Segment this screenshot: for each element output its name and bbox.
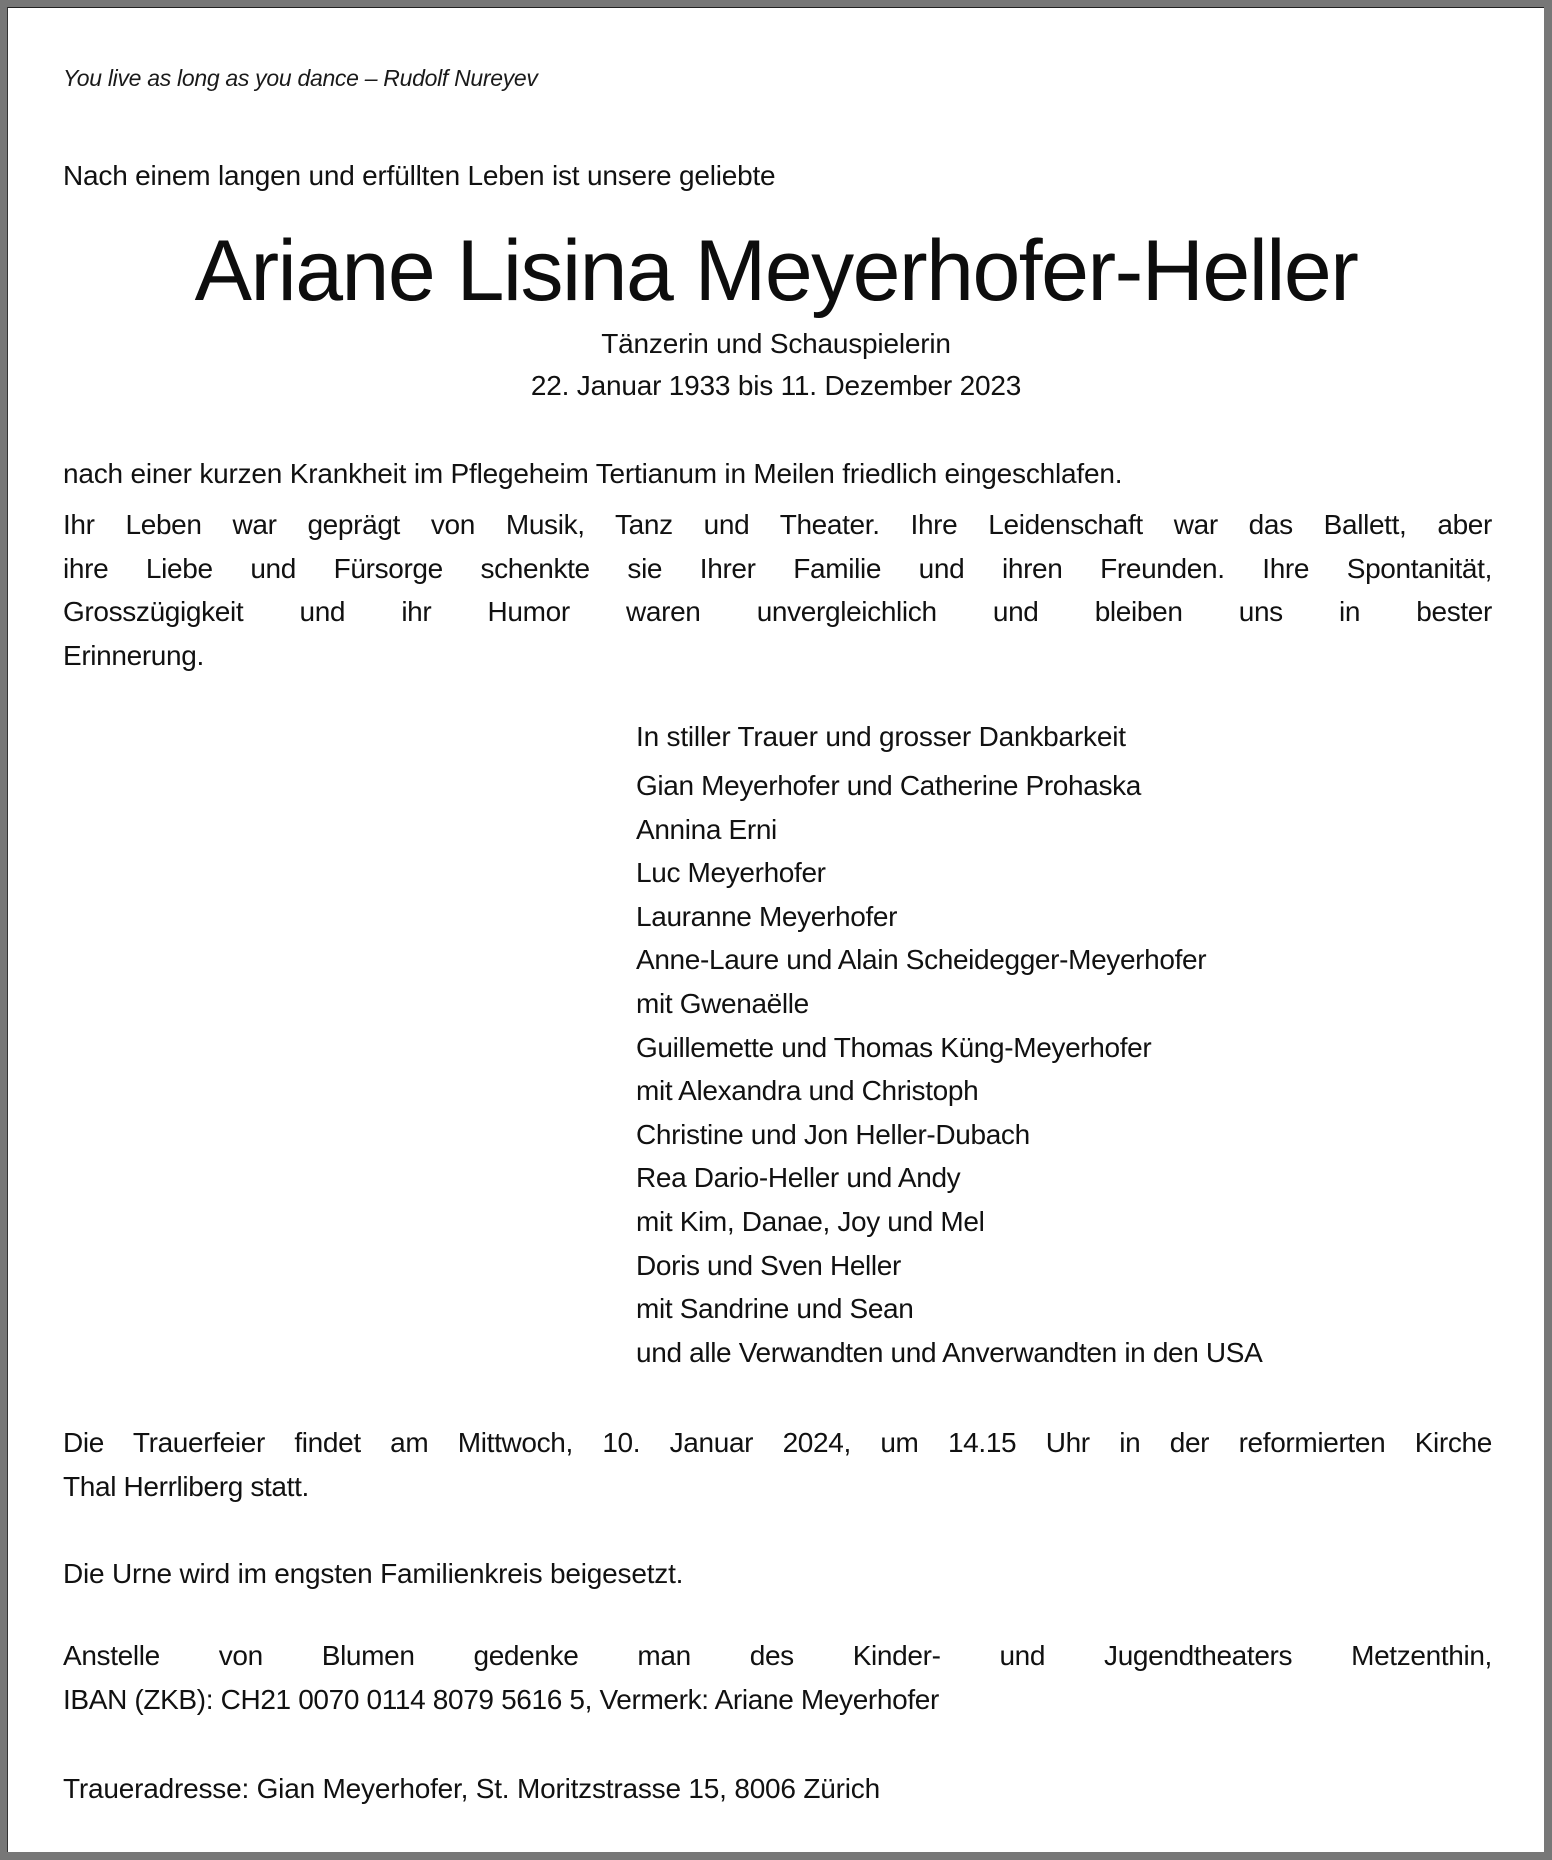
mourner: Gian Meyerhofer und Catherine Prohaska xyxy=(636,770,1141,801)
mourner: Christine und Jon Heller-Dubach xyxy=(636,1118,1030,1150)
passing-statement: nach einer kurzen Krankheit im Pflegeheim Tertianum in Meilen friedlich eingeschlafen. xyxy=(63,458,1123,489)
mourner: Rea Dario-Heller und Andy xyxy=(636,1162,961,1194)
life-dates: 22. Januar 1933 bis 11. Dezember 2023 xyxy=(530,370,1022,401)
mourner: und alle Verwandten und Anverwandten in den USA xyxy=(636,1336,1263,1368)
mourner: Lauranne Meyerhofer xyxy=(636,900,898,932)
life-line: Erinnerung. xyxy=(63,639,204,671)
mourner: Annina Erni xyxy=(636,813,777,845)
funeral-paragraph xyxy=(63,1421,1492,1508)
donation-line: IBAN (ZKB): CH21 0070 0114 8079 5616 5, Vermerk: Ariane Meyerhofer xyxy=(63,1683,939,1715)
deceased-name: Ariane Lisina Meyerhofer-Heller xyxy=(194,223,1358,319)
donation-paragraph xyxy=(63,1634,1492,1721)
mourning-address: Traueradresse: Gian Meyerhofer, St. Moritzstrasse 15, 8006 Zürich xyxy=(63,1773,880,1804)
mourners-heading: In stiller Trauer und grosser Dankbarkeit xyxy=(636,721,1126,752)
donation-line: Anstelle von Blumen gedenke man des Kinder- und Jugendtheaters Metzenthin, xyxy=(63,1640,1492,1671)
mourner: mit Gwenaëlle xyxy=(636,987,809,1019)
mourner: Anne-Laure und Alain Scheidegger-Meyerhofer xyxy=(636,944,1207,976)
urn-statement: Die Urne wird im engsten Familienkreis beigesetzt. xyxy=(63,1558,684,1589)
intro-line: Nach einem langen und erfüllten Leben ist unsere geliebte xyxy=(63,160,776,191)
epigraph-quote: You live as long as you dance – Rudolf Nureyev xyxy=(63,65,538,91)
mourner: mit Alexandra und Christoph xyxy=(636,1075,979,1107)
mourner: Guillemette und Thomas Küng-Meyerhofer xyxy=(636,1031,1152,1063)
mourner: mit Sandrine und Sean xyxy=(636,1293,914,1325)
mourner: Luc Meyerhofer xyxy=(636,857,826,889)
funeral-line: Thal Herrliberg statt. xyxy=(63,1470,309,1502)
obituary-page xyxy=(7,7,1544,1852)
life-line: Grosszügigkeit und ihr Humor waren unvergleichlich und bleiben uns in bester xyxy=(63,596,1492,628)
profession: Tänzerin und Schauspielerin xyxy=(601,328,951,359)
life-line: Ihr Leben war geprägt von Musik, Tanz und Theater. Ihre Leidenschaft war das Ballett, aber xyxy=(63,509,1492,540)
mourner: Doris und Sven Heller xyxy=(636,1249,901,1281)
mourner: mit Kim, Danae, Joy und Mel xyxy=(636,1205,985,1237)
funeral-line: Die Trauerfeier findet am Mittwoch, 10. Januar 2024, um 14.15 Uhr in der reformierten Kirche xyxy=(63,1427,1492,1458)
life-line: ihre Liebe und Fürsorge schenkte sie Ihrer Familie und ihren Freunden. Ihre Spontanität, xyxy=(63,552,1492,584)
mourners-list xyxy=(636,764,1262,1374)
life-paragraph xyxy=(63,503,1492,677)
